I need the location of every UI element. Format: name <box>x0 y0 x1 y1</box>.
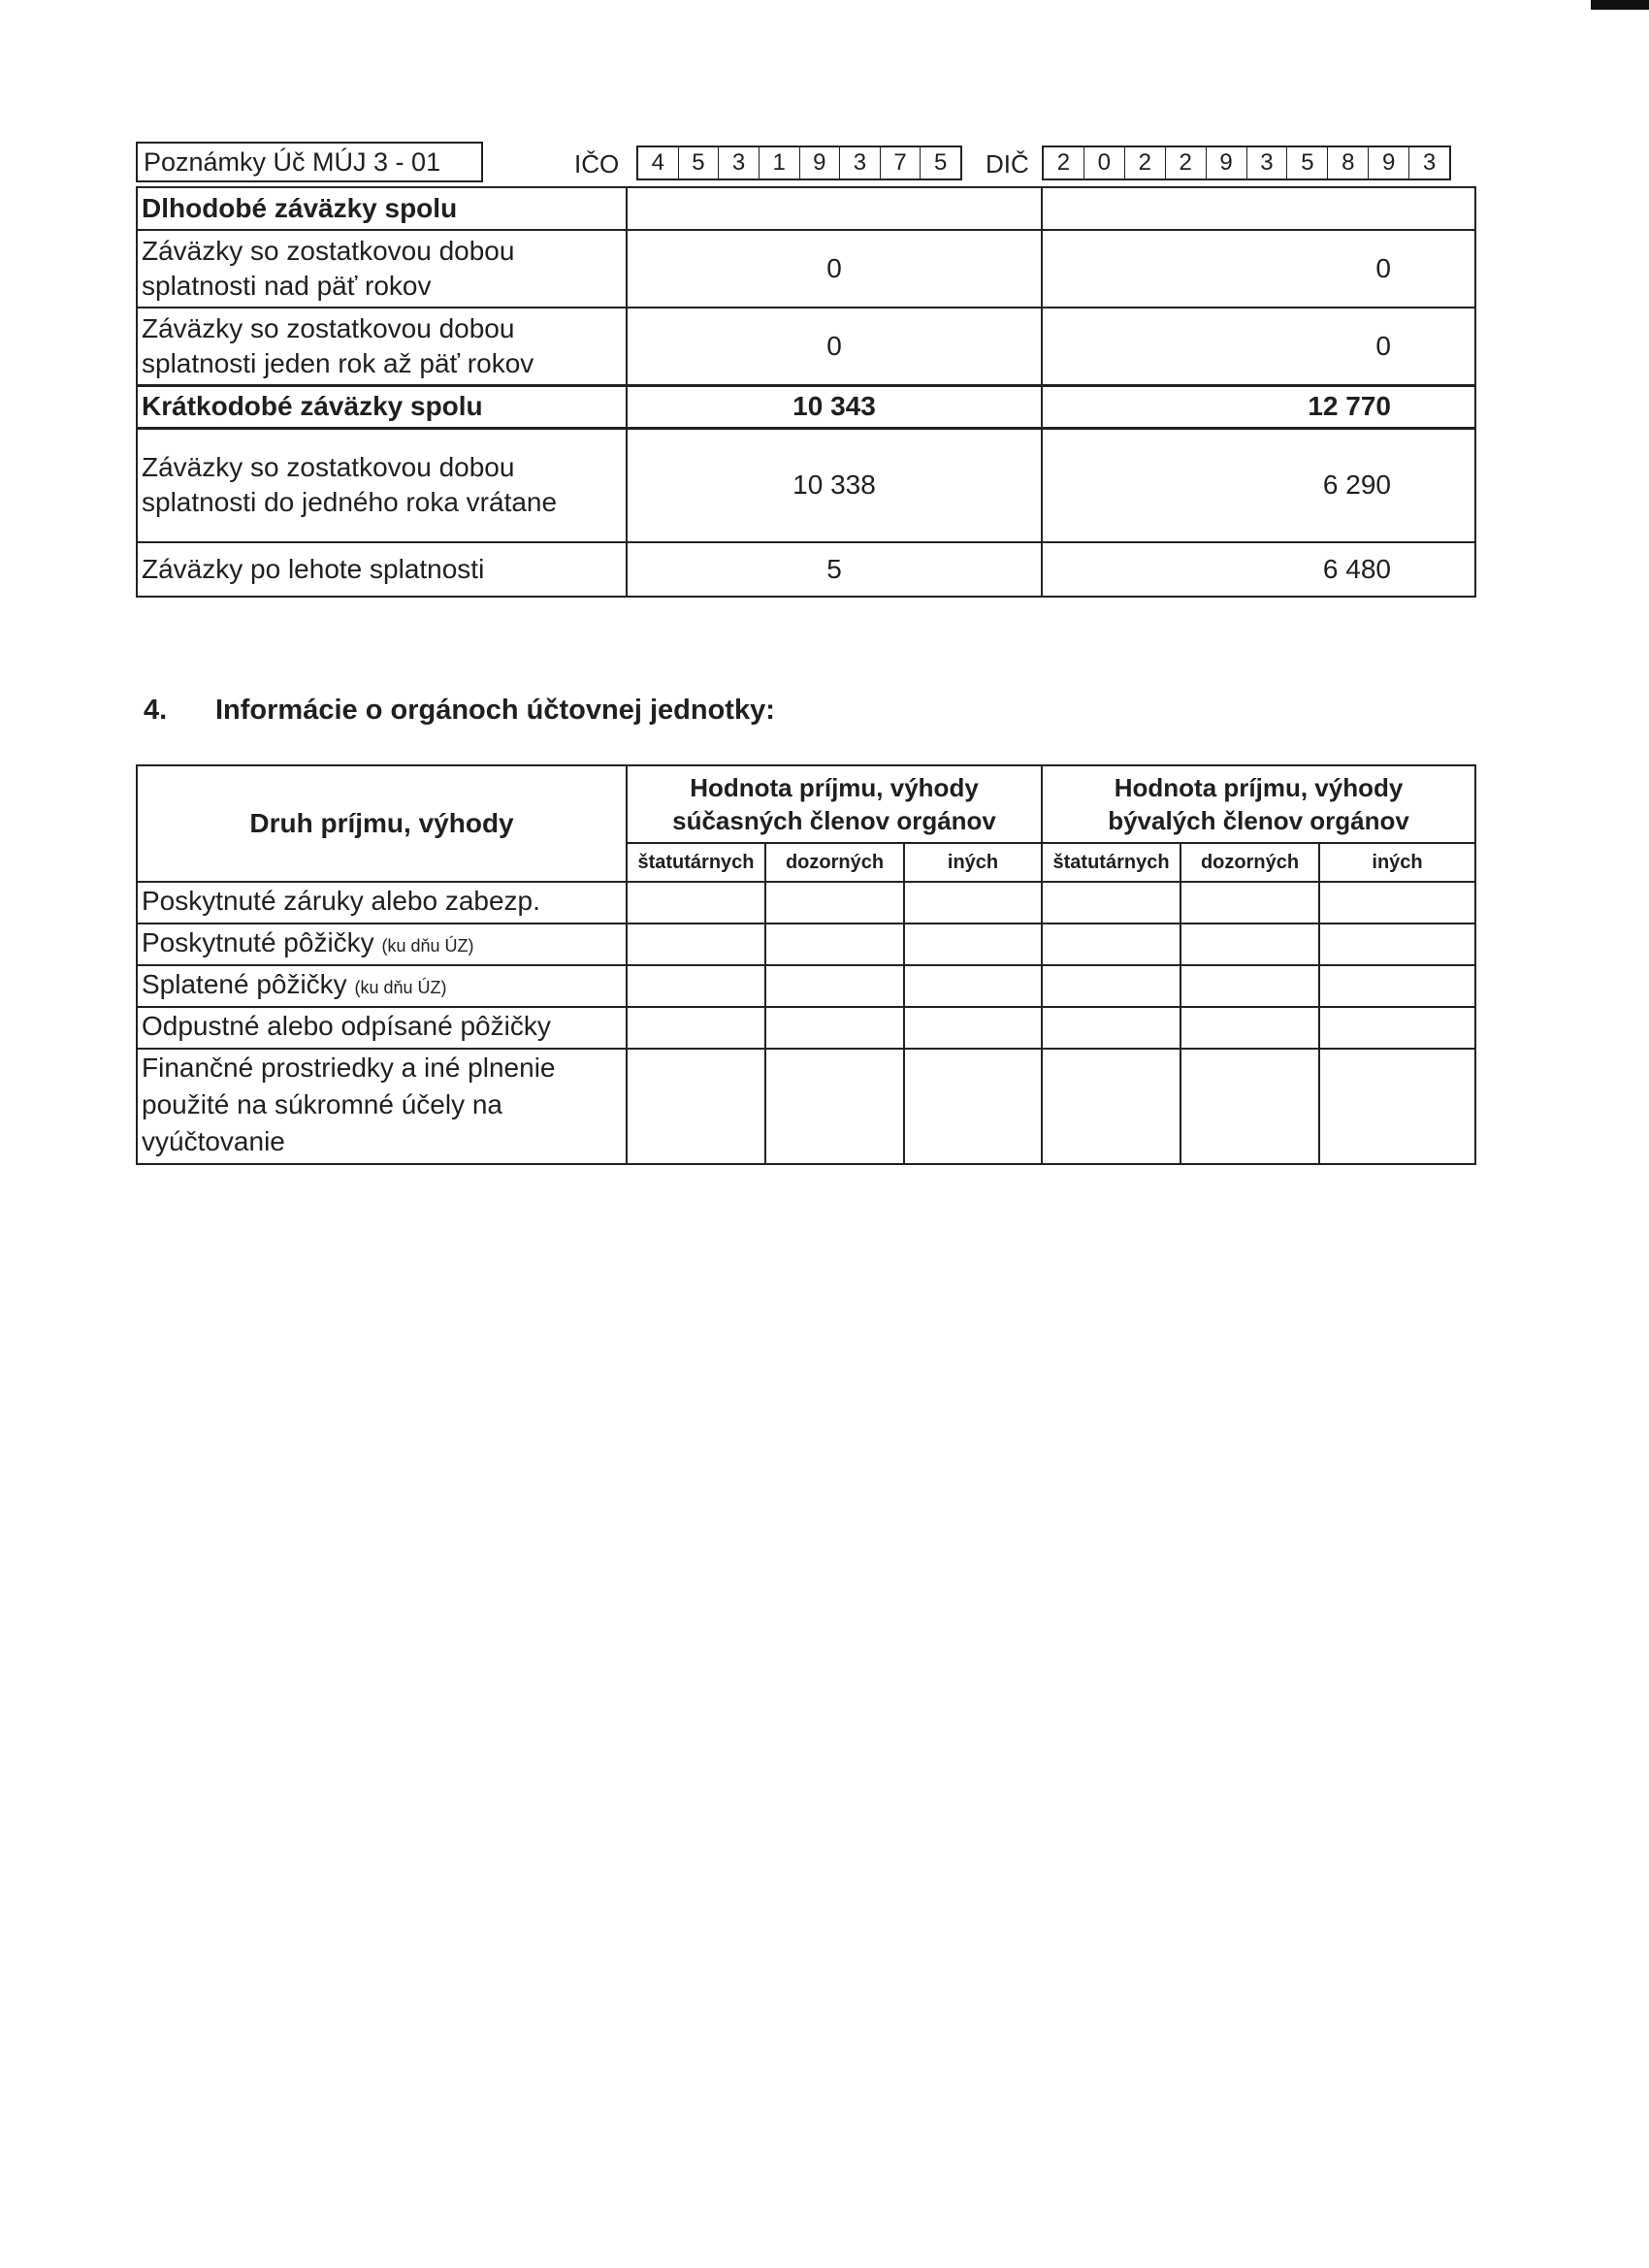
former-members-header <box>1042 765 1475 843</box>
liabilities-table <box>136 186 1476 598</box>
header-line: bývalých členov orgánov <box>1108 806 1409 835</box>
table-row <box>137 542 1475 597</box>
bodies-table <box>136 764 1476 1165</box>
current-members-header <box>627 765 1042 843</box>
table-row <box>137 428 1475 542</box>
row-label-suffix: (ku dňu ÚZ) <box>381 936 474 956</box>
row-label-text: Poskytnuté záruky alebo zabezp. <box>142 886 540 916</box>
value-cell <box>1319 923 1475 965</box>
dic-digit: 0 <box>1083 147 1124 178</box>
ico-digit: 7 <box>880 147 921 178</box>
value-cell <box>1319 965 1475 1007</box>
value-cell <box>1180 1007 1319 1049</box>
row-label <box>137 923 627 965</box>
value-cell <box>765 1007 904 1049</box>
dic-digit: 2 <box>1056 149 1071 176</box>
value-cell <box>1180 882 1319 923</box>
value-cell <box>765 882 904 923</box>
value-cell <box>1180 923 1319 965</box>
previous-period-value: 12 770 <box>1042 385 1475 428</box>
row-label <box>137 965 627 1007</box>
type-column-header: Druh príjmu, výhody <box>137 765 627 882</box>
row-label-text: Odpustné alebo odpísané pôžičky <box>142 1011 551 1041</box>
ico-digit: 3 <box>718 147 759 178</box>
row-label: Záväzky po lehote splatnosti <box>137 542 627 597</box>
previous-period-value: 6 290 <box>1042 428 1475 542</box>
subheader-supervisory: dozorných <box>1180 843 1319 882</box>
subheader-supervisory: dozorných <box>765 843 904 882</box>
dic-digit: 9 <box>1206 147 1246 178</box>
ico-digit: 4 <box>651 149 664 176</box>
table-row <box>137 965 1475 1007</box>
value-cell <box>904 923 1042 965</box>
value-cell <box>765 965 904 1007</box>
value-cell <box>1180 965 1319 1007</box>
dic-digit: 8 <box>1327 147 1368 178</box>
ico-digit: 5 <box>920 147 960 178</box>
ico-digit: 5 <box>678 147 719 178</box>
current-period-value: 5 <box>627 542 1042 597</box>
ico-digit-boxes <box>636 146 962 180</box>
value-cell <box>765 923 904 965</box>
header-line: súčasných členov orgánov <box>672 806 996 835</box>
row-label: Záväzky so zostatkovou dobou splatnosti do jedného roka vrátane <box>137 428 627 542</box>
current-period-value: 0 <box>627 308 1042 385</box>
dic-digit: 3 <box>1246 147 1287 178</box>
value-cell <box>904 965 1042 1007</box>
dic-digit: 5 <box>1286 147 1327 178</box>
row-label-text: Splatené pôžičky <box>142 969 347 999</box>
value-cell <box>627 923 765 965</box>
row-label-suffix: (ku dňu ÚZ) <box>354 978 447 997</box>
form-header <box>136 142 1474 182</box>
value-cell <box>627 882 765 923</box>
header-line: Hodnota príjmu, výhody <box>690 773 979 802</box>
row-label: Krátkodobé záväzky spolu <box>137 385 627 428</box>
subheader-statutory: štatutárnych <box>627 843 765 882</box>
dic-digit-boxes <box>1042 146 1451 180</box>
previous-period-value: 0 <box>1042 308 1475 385</box>
row-label: Záväzky so zostatkovou dobou splatnosti jeden rok až päť rokov <box>137 308 627 385</box>
value-cell <box>627 1007 765 1049</box>
value-cell <box>627 965 765 1007</box>
table-row <box>137 385 1475 428</box>
value-cell <box>1319 1049 1475 1164</box>
value-cell <box>904 1007 1042 1049</box>
value-cell <box>904 1049 1042 1164</box>
section-number: 4. <box>144 695 168 726</box>
value-cell <box>1042 965 1180 1007</box>
value-cell <box>1319 1007 1475 1049</box>
form-title: Poznámky Úč MÚJ 3 - 01 <box>136 142 483 182</box>
value-cell <box>765 1049 904 1164</box>
value-cell <box>1042 923 1180 965</box>
current-period-value: 10 338 <box>627 428 1042 542</box>
value-cell <box>627 1049 765 1164</box>
row-label <box>137 1049 627 1164</box>
ico-digit: 3 <box>839 147 880 178</box>
dic-digit: 3 <box>1408 147 1449 178</box>
value-cell <box>1042 882 1180 923</box>
subheader-other: iných <box>1319 843 1475 882</box>
value-cell <box>1042 1007 1180 1049</box>
value-cell <box>904 882 1042 923</box>
dic-digit: 9 <box>1368 147 1408 178</box>
table-row <box>137 923 1475 965</box>
current-period-value <box>627 187 1042 230</box>
section-heading <box>144 695 775 727</box>
section-title: Informácie o orgánoch účtovnej jednotky: <box>215 695 775 726</box>
dic-label: DIČ <box>986 149 1029 178</box>
dic-digit: 2 <box>1165 147 1206 178</box>
header-line: Hodnota príjmu, výhody <box>1114 773 1404 802</box>
value-cell <box>1319 882 1475 923</box>
scan-corner-mark <box>1591 0 1649 10</box>
table-row <box>137 230 1475 308</box>
ico-label: IČO <box>574 149 620 178</box>
subheader-statutory: štatutárnych <box>1042 843 1180 882</box>
row-label-text: Poskytnuté pôžičky <box>142 927 374 957</box>
row-label <box>137 1007 627 1049</box>
row-label <box>137 882 627 923</box>
row-label: Dlhodobé záväzky spolu <box>137 187 627 230</box>
row-label-text: Finančné prostriedky a iné plnenie použité na súkromné účely na vyúčtovanie <box>142 1053 556 1156</box>
previous-period-value: 6 480 <box>1042 542 1475 597</box>
value-cell <box>1042 1049 1180 1164</box>
table-row <box>137 882 1475 923</box>
row-label: Záväzky so zostatkovou dobou splatnosti nad päť rokov <box>137 230 627 308</box>
table-row <box>137 1007 1475 1049</box>
table-header-row <box>137 765 1475 843</box>
table-row <box>137 308 1475 385</box>
ico-digit: 9 <box>799 147 840 178</box>
ico-digit: 1 <box>759 147 799 178</box>
subheader-other: iných <box>904 843 1042 882</box>
current-period-value: 10 343 <box>627 385 1042 428</box>
previous-period-value: 0 <box>1042 230 1475 308</box>
current-period-value: 0 <box>627 230 1042 308</box>
value-cell <box>1180 1049 1319 1164</box>
table-row <box>137 187 1475 230</box>
dic-digit: 2 <box>1124 147 1165 178</box>
table-row <box>137 1049 1475 1164</box>
previous-period-value <box>1042 187 1475 230</box>
